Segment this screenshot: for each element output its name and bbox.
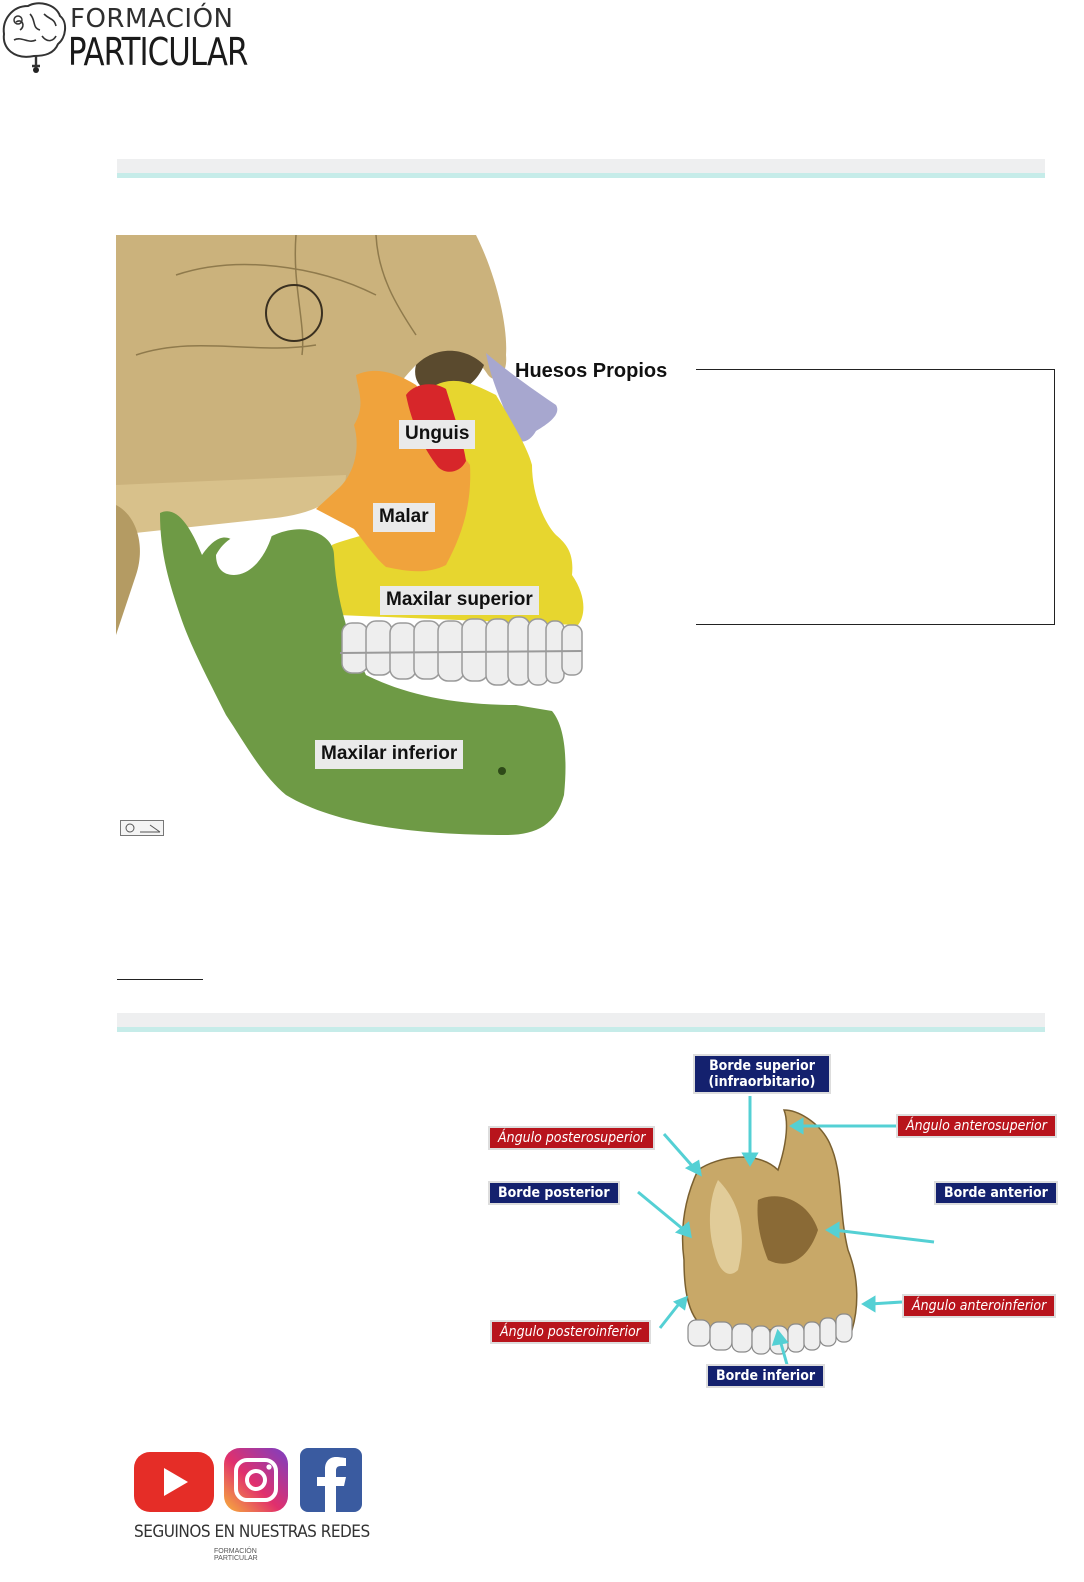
brand-logo [0,0,248,74]
tag-angulo-posterosuperior: Ángulo posterosuperior [488,1126,655,1150]
annotation-box [696,369,1055,625]
tag-borde-superior-line1: Borde superior [709,1058,815,1074]
label-unguis: Unguis [399,420,475,449]
label-malar: Malar [373,503,435,532]
social-links [130,1446,370,1576]
brain-lightbulb-icon [0,0,68,74]
section-divider-bar [117,1013,1045,1032]
mini-logo-line1: FORMACIÓN [214,1548,257,1555]
tag-angulo-posteroinferior: Ángulo posteroinferior [490,1320,651,1344]
skull-illustration [116,235,588,840]
tag-borde-inferior: Borde inferior [706,1364,825,1388]
label-maxilar-inferior: Maxilar inferior [315,740,463,769]
maxilla-illustration [488,1050,1078,1390]
social-icons-row [130,1446,370,1518]
image-credit-icon [120,820,164,836]
mini-logo-line2: PARTICULAR [214,1555,258,1562]
label-maxilar-superior: Maxilar superior [380,586,539,615]
tag-borde-posterior: Borde posterior [488,1181,620,1205]
logo-text-line1: FORMACIÓN [70,4,234,34]
facebook-icon[interactable] [300,1448,362,1512]
instagram-icon[interactable] [224,1448,288,1512]
tag-angulo-anterosuperior: Ángulo anterosuperior [896,1114,1057,1138]
social-caption: SEGUINOS EN NUESTRAS REDES [134,1522,370,1542]
label-huesos-propios: Huesos Propios [515,360,668,382]
mini-logo [214,1548,258,1562]
blank-underline [117,979,203,980]
tag-borde-superior-line2: (infraorbitario) [708,1074,816,1090]
section-divider-bar [117,159,1045,178]
tag-angulo-anteroinferior: Ángulo anteroinferior [902,1294,1056,1318]
logo-text-line2: PARTICULAR [68,30,248,74]
tag-borde-anterior: Borde anterior [934,1181,1058,1205]
youtube-icon[interactable] [134,1452,214,1512]
tag-borde-superior [693,1054,831,1094]
